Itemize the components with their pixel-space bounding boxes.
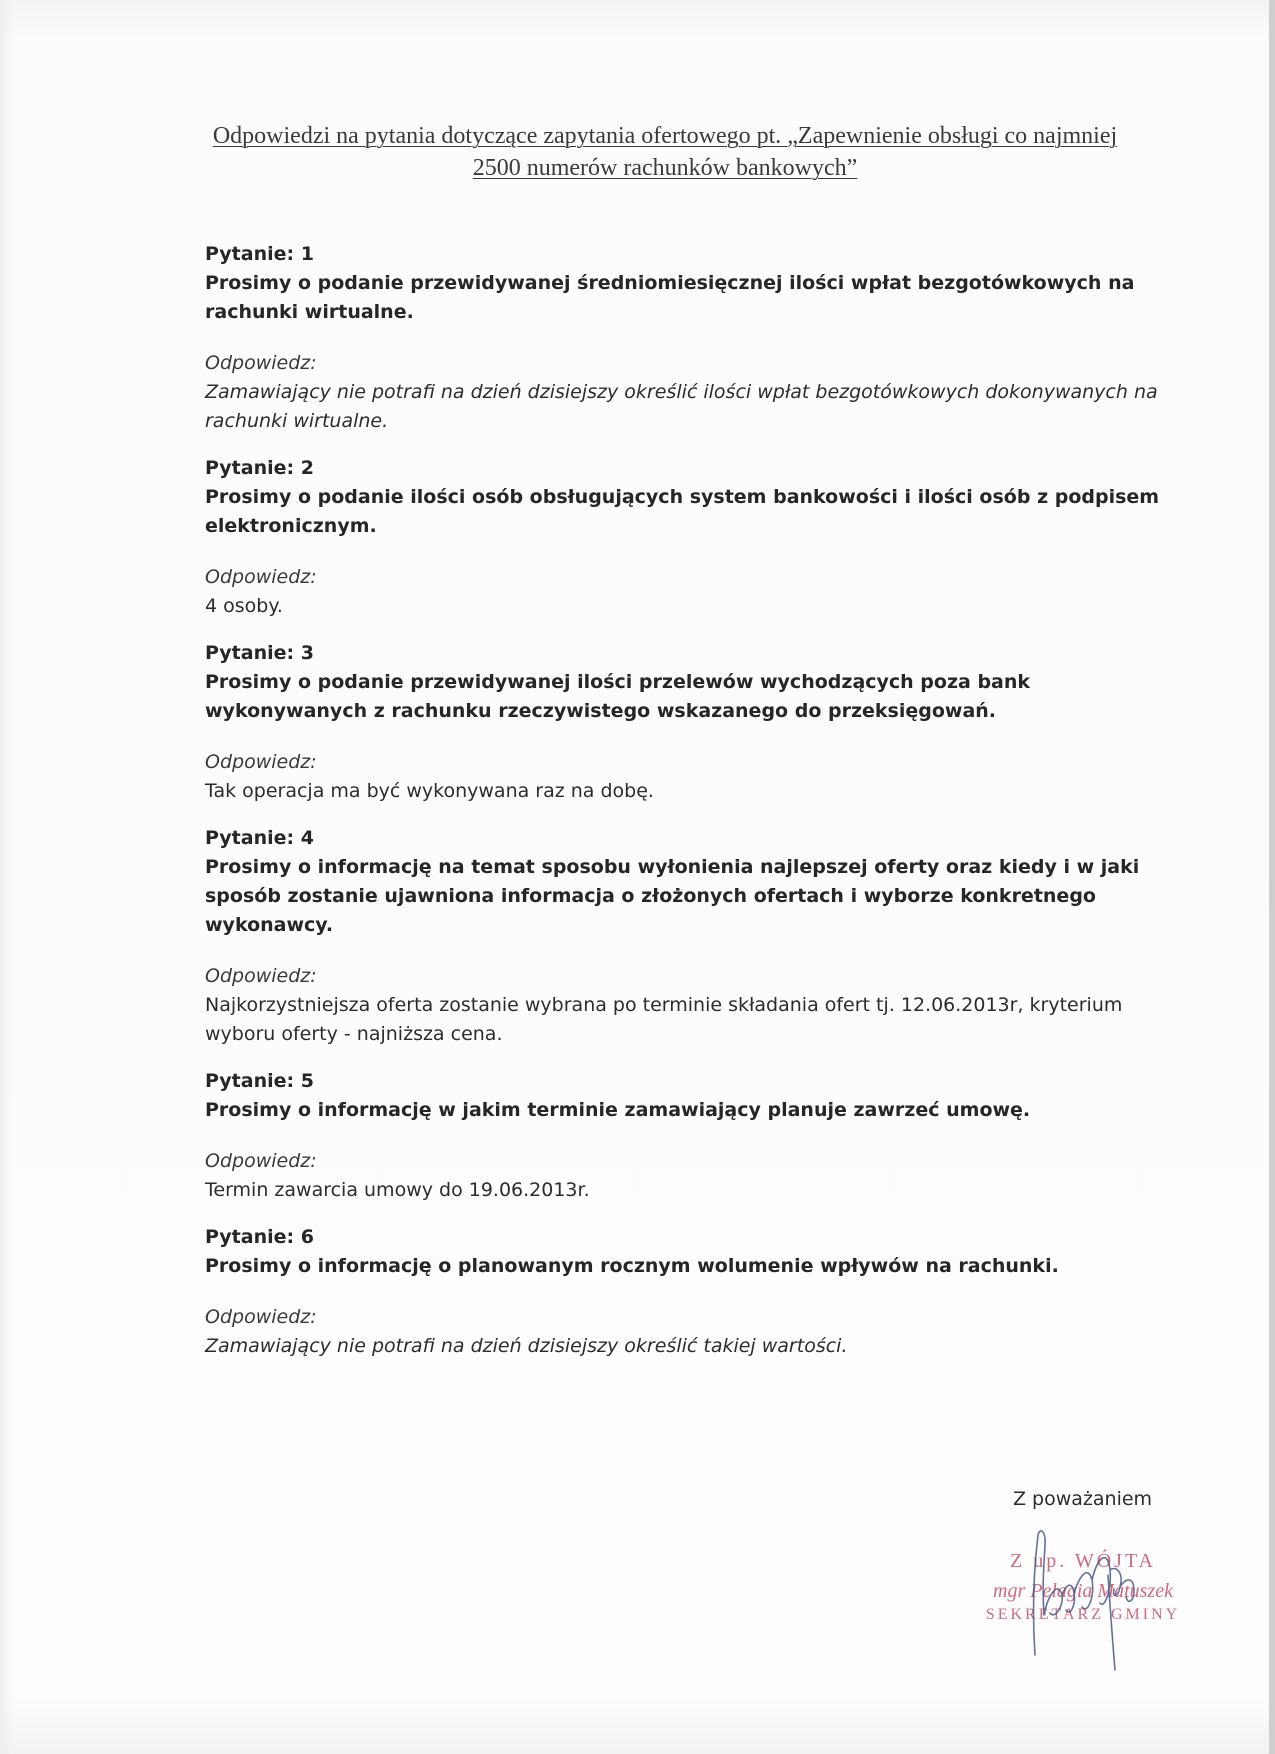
question-label: Pytanie: 6: [205, 1226, 314, 1248]
question-text: Prosimy o informację o planowanym rocznym wolumenie wpływów na rachunki.: [205, 1255, 1059, 1277]
qa-item-5: [205, 1067, 1165, 1205]
answer-text: Termin zawarcia umowy do 19.06.2013r.: [205, 1179, 590, 1201]
answer-text: 4 osoby.: [205, 595, 283, 617]
qa-item-2: [205, 454, 1165, 621]
scan-edge-left: [0, 0, 14, 1754]
question-text: Prosimy o podanie przewidywanej średniomiesięcznej ilości wpłat bezgotówkowych na rachunki wirtualne.: [205, 272, 1135, 323]
answer-text: Tak operacja ma być wykonywana raz na dobę.: [205, 780, 654, 802]
scan-edge-right: [1269, 0, 1275, 1754]
answer-label: Odpowiedz:: [205, 965, 317, 987]
question-label: Pytanie: 3: [205, 642, 314, 664]
answer-label: Odpowiedz:: [205, 566, 317, 588]
stamp-line-1: Z up. WÓJTA: [1009, 1550, 1157, 1572]
question-text: Prosimy o informację na temat sposobu wyłonienia najlepszej oferty oraz kiedy i w jaki sposób zostanie ujawniona informacja o złożonych ofertach i wyborze konkretnego wykonawcy.: [205, 856, 1140, 936]
question-text: Prosimy o informację w jakim terminie zamawiający planuje zawrzeć umowę.: [205, 1099, 1031, 1121]
answer-label: Odpowiedz:: [205, 1306, 317, 1328]
qa-list: [205, 240, 1165, 1379]
stamp-line-2: mgr Pelagia Matuszek: [993, 1580, 1173, 1602]
title-line-1: Odpowiedzi na pytania dotyczące zapytania ofertowego pt. „Zapewnienie obsługi co najmniej: [212, 123, 1118, 149]
handwritten-signature: [1000, 1525, 1180, 1675]
question-text: Prosimy o podanie ilości osób obsługujących system bankowości i ilości osób z podpisem elektronicznym.: [205, 486, 1160, 537]
question-label: Pytanie: 5: [205, 1070, 314, 1092]
qa-item-1: [205, 240, 1165, 436]
answer-label: Odpowiedz:: [205, 751, 317, 773]
answer-label: Odpowiedz:: [205, 1150, 317, 1172]
answer-label: Odpowiedz:: [205, 352, 317, 374]
question-label: Pytanie: 2: [205, 457, 314, 479]
qa-item-4: [205, 824, 1165, 1049]
document-title: [180, 120, 1150, 184]
qa-item-6: [205, 1223, 1165, 1361]
stamp-line-3: SEKRETARZ GMINY: [985, 1606, 1181, 1623]
answer-text: Najkorzystniejsza oferta zostanie wybrana po terminie składania ofert tj. 12.06.2013r, kryterium wyboru oferty - najniższa cena.: [205, 994, 1123, 1045]
title-line-2: 2500 numerów rachunków bankowych”: [472, 155, 858, 181]
qa-item-3: [205, 639, 1165, 806]
answer-text: Zamawiający nie potrafi na dzień dzisiejszy określić takiej wartości.: [205, 1335, 848, 1357]
answer-text: Zamawiający nie potrafi na dzień dzisiejszy określić ilości wpłat bezgotówkowych dokonywanych na rachunki wirtualne.: [205, 381, 1158, 432]
question-text: Prosimy o podanie przewidywanej ilości przelewów wychodzących poza bank wykonywanych z rachunku rzeczywistego wskazanego do przeksięgowań.: [205, 671, 1031, 722]
closing-text: Z poważaniem: [1013, 1488, 1153, 1510]
question-label: Pytanie: 4: [205, 827, 314, 849]
question-label: Pytanie: 1: [205, 243, 314, 265]
